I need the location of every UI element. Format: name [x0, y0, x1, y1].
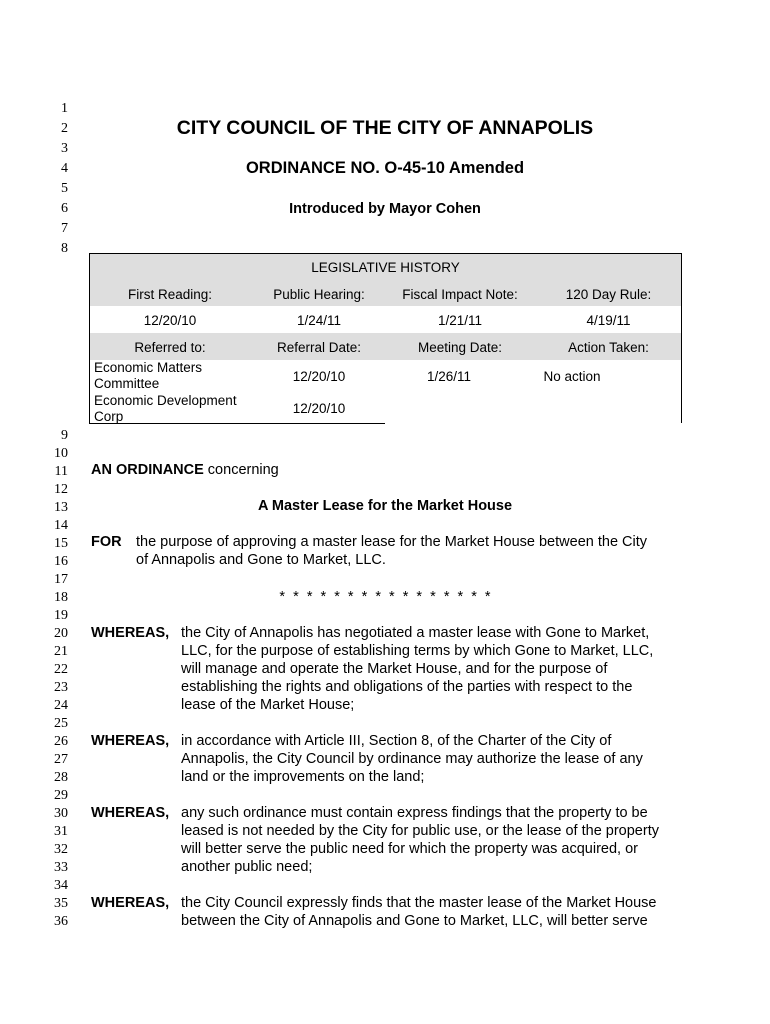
whereas-line: leased is not needed by the City for public use, or the lease of the property: [181, 823, 659, 839]
first-reading-value: 12/20/10: [143, 313, 197, 328]
ordinance-concerning: [91, 461, 279, 479]
line-number: 16: [54, 554, 68, 569]
for-line: the purpose of approving a master lease for the Market House between the City: [136, 534, 648, 550]
line-number: 17: [54, 572, 68, 587]
concerning-text: concerning: [203, 462, 279, 478]
referred-to-label: Referred to:: [134, 340, 206, 355]
legislative-history-table: [89, 253, 682, 424]
line-number: 23: [54, 680, 68, 695]
ordinance-subject: A Master Lease for the Market House: [257, 498, 513, 514]
whereas-line: between the City of Annapolis and Gone to Market, LLC, will better serve: [181, 913, 648, 929]
line-number: 7: [61, 221, 68, 236]
public-hearing-value: 1/24/11: [296, 313, 342, 328]
line-number: 14: [54, 518, 68, 533]
whereas-line: the City of Annapolis has negotiated a master lease with Gone to Market,: [181, 625, 650, 641]
line-number: 12: [54, 482, 68, 497]
whereas-label: WHEREAS,: [91, 895, 170, 911]
whereas-line: establishing the rights and obligations of the parties with respect to the: [181, 679, 633, 695]
line-number: 4: [61, 161, 68, 176]
day-rule-label: 120 Day Rule:: [565, 287, 652, 302]
line-number: 8: [61, 241, 68, 256]
public-hearing-label: Public Hearing:: [273, 287, 365, 302]
whereas-line: any such ordinance must contain express findings that the property to be: [181, 805, 648, 821]
whereas-line: another public need;: [181, 859, 313, 875]
line-number: 15: [54, 536, 68, 551]
line-number: 1: [61, 101, 68, 116]
whereas-line: LLC, for the purpose of establishing terms by which Gone to Market, LLC,: [181, 643, 654, 659]
line-number: 18: [54, 590, 68, 605]
for-line: of Annapolis and Gone to Market, LLC.: [136, 552, 386, 568]
fiscal-impact-value: 1/21/11: [437, 313, 483, 328]
whereas-line: land or the improvements on the land;: [181, 769, 425, 785]
fiscal-impact-label: Fiscal Impact Note:: [402, 287, 518, 302]
whereas-label: WHEREAS,: [91, 625, 170, 641]
whereas-label: WHEREAS,: [91, 805, 170, 821]
line-number: 11: [54, 464, 68, 479]
referral-date: 12/20/10: [292, 401, 346, 416]
line-number: 20: [54, 626, 68, 641]
line-number: 2: [61, 121, 68, 136]
first-reading-label: First Reading:: [127, 287, 213, 302]
day-rule-value: 4/19/11: [586, 313, 631, 328]
council-title: CITY COUNCIL OF THE CITY OF ANNAPOLIS: [176, 117, 594, 139]
line-number: 9: [61, 428, 68, 443]
whereas-line: lease of the Market House;: [181, 697, 355, 713]
line-number: 26: [54, 734, 68, 749]
line-number: 5: [61, 181, 68, 196]
line-number: 24: [54, 698, 68, 713]
referral-name: Economic Matters Committee: [94, 360, 203, 391]
line-number: 21: [54, 644, 68, 659]
line-number: 3: [61, 141, 68, 156]
line-number: 22: [54, 662, 68, 677]
line-number: 30: [54, 806, 68, 821]
meeting-date-label: Meeting Date:: [417, 340, 503, 355]
ordinance-number: ORDINANCE NO. O-45-10 Amended: [245, 159, 525, 177]
whereas-line: Annapolis, the City Council by ordinance may authorize the lease of any: [181, 751, 643, 767]
ordinance-label: AN ORDINANCE: [91, 462, 204, 478]
whereas-line: in accordance with Article III, Section 8, of the Charter of the City of: [181, 733, 612, 749]
line-number: 36: [54, 914, 68, 929]
referral-date: 12/20/10: [292, 369, 346, 384]
history-title: LEGISLATIVE HISTORY: [311, 260, 460, 275]
meeting-date: 1/26/11: [426, 369, 472, 384]
whereas-line: will manage and operate the Market House, and for the purpose of: [181, 661, 608, 677]
line-number: 13: [54, 500, 68, 515]
line-number: 33: [54, 860, 68, 875]
line-number: 32: [54, 842, 68, 857]
line-number: 34: [54, 878, 68, 893]
line-number: 10: [54, 446, 68, 461]
line-number: 25: [54, 716, 68, 731]
line-number: 19: [54, 608, 68, 623]
whereas-label: WHEREAS,: [91, 733, 170, 749]
for-label: FOR: [91, 534, 122, 550]
line-number: 35: [54, 896, 68, 911]
action-taken-label: Action Taken:: [568, 340, 649, 355]
introduced-by: Introduced by Mayor Cohen: [289, 201, 481, 217]
line-number: 31: [54, 824, 68, 839]
line-number: 6: [61, 201, 68, 216]
line-number: 28: [54, 770, 68, 785]
referral-name: Economic Development Corp: [94, 393, 237, 424]
line-number: 27: [54, 752, 68, 767]
whereas-line: the City Council expressly finds that the master lease of the Market House: [181, 895, 657, 911]
separator-stars: * * * * * * * * * * * * * * * *: [279, 589, 491, 605]
referral-date-label: Referral Date:: [276, 340, 362, 355]
line-number: 29: [54, 788, 68, 803]
action-taken: No action: [543, 369, 601, 384]
whereas-line: will better serve the public need for which the property was acquired, or: [181, 841, 638, 857]
